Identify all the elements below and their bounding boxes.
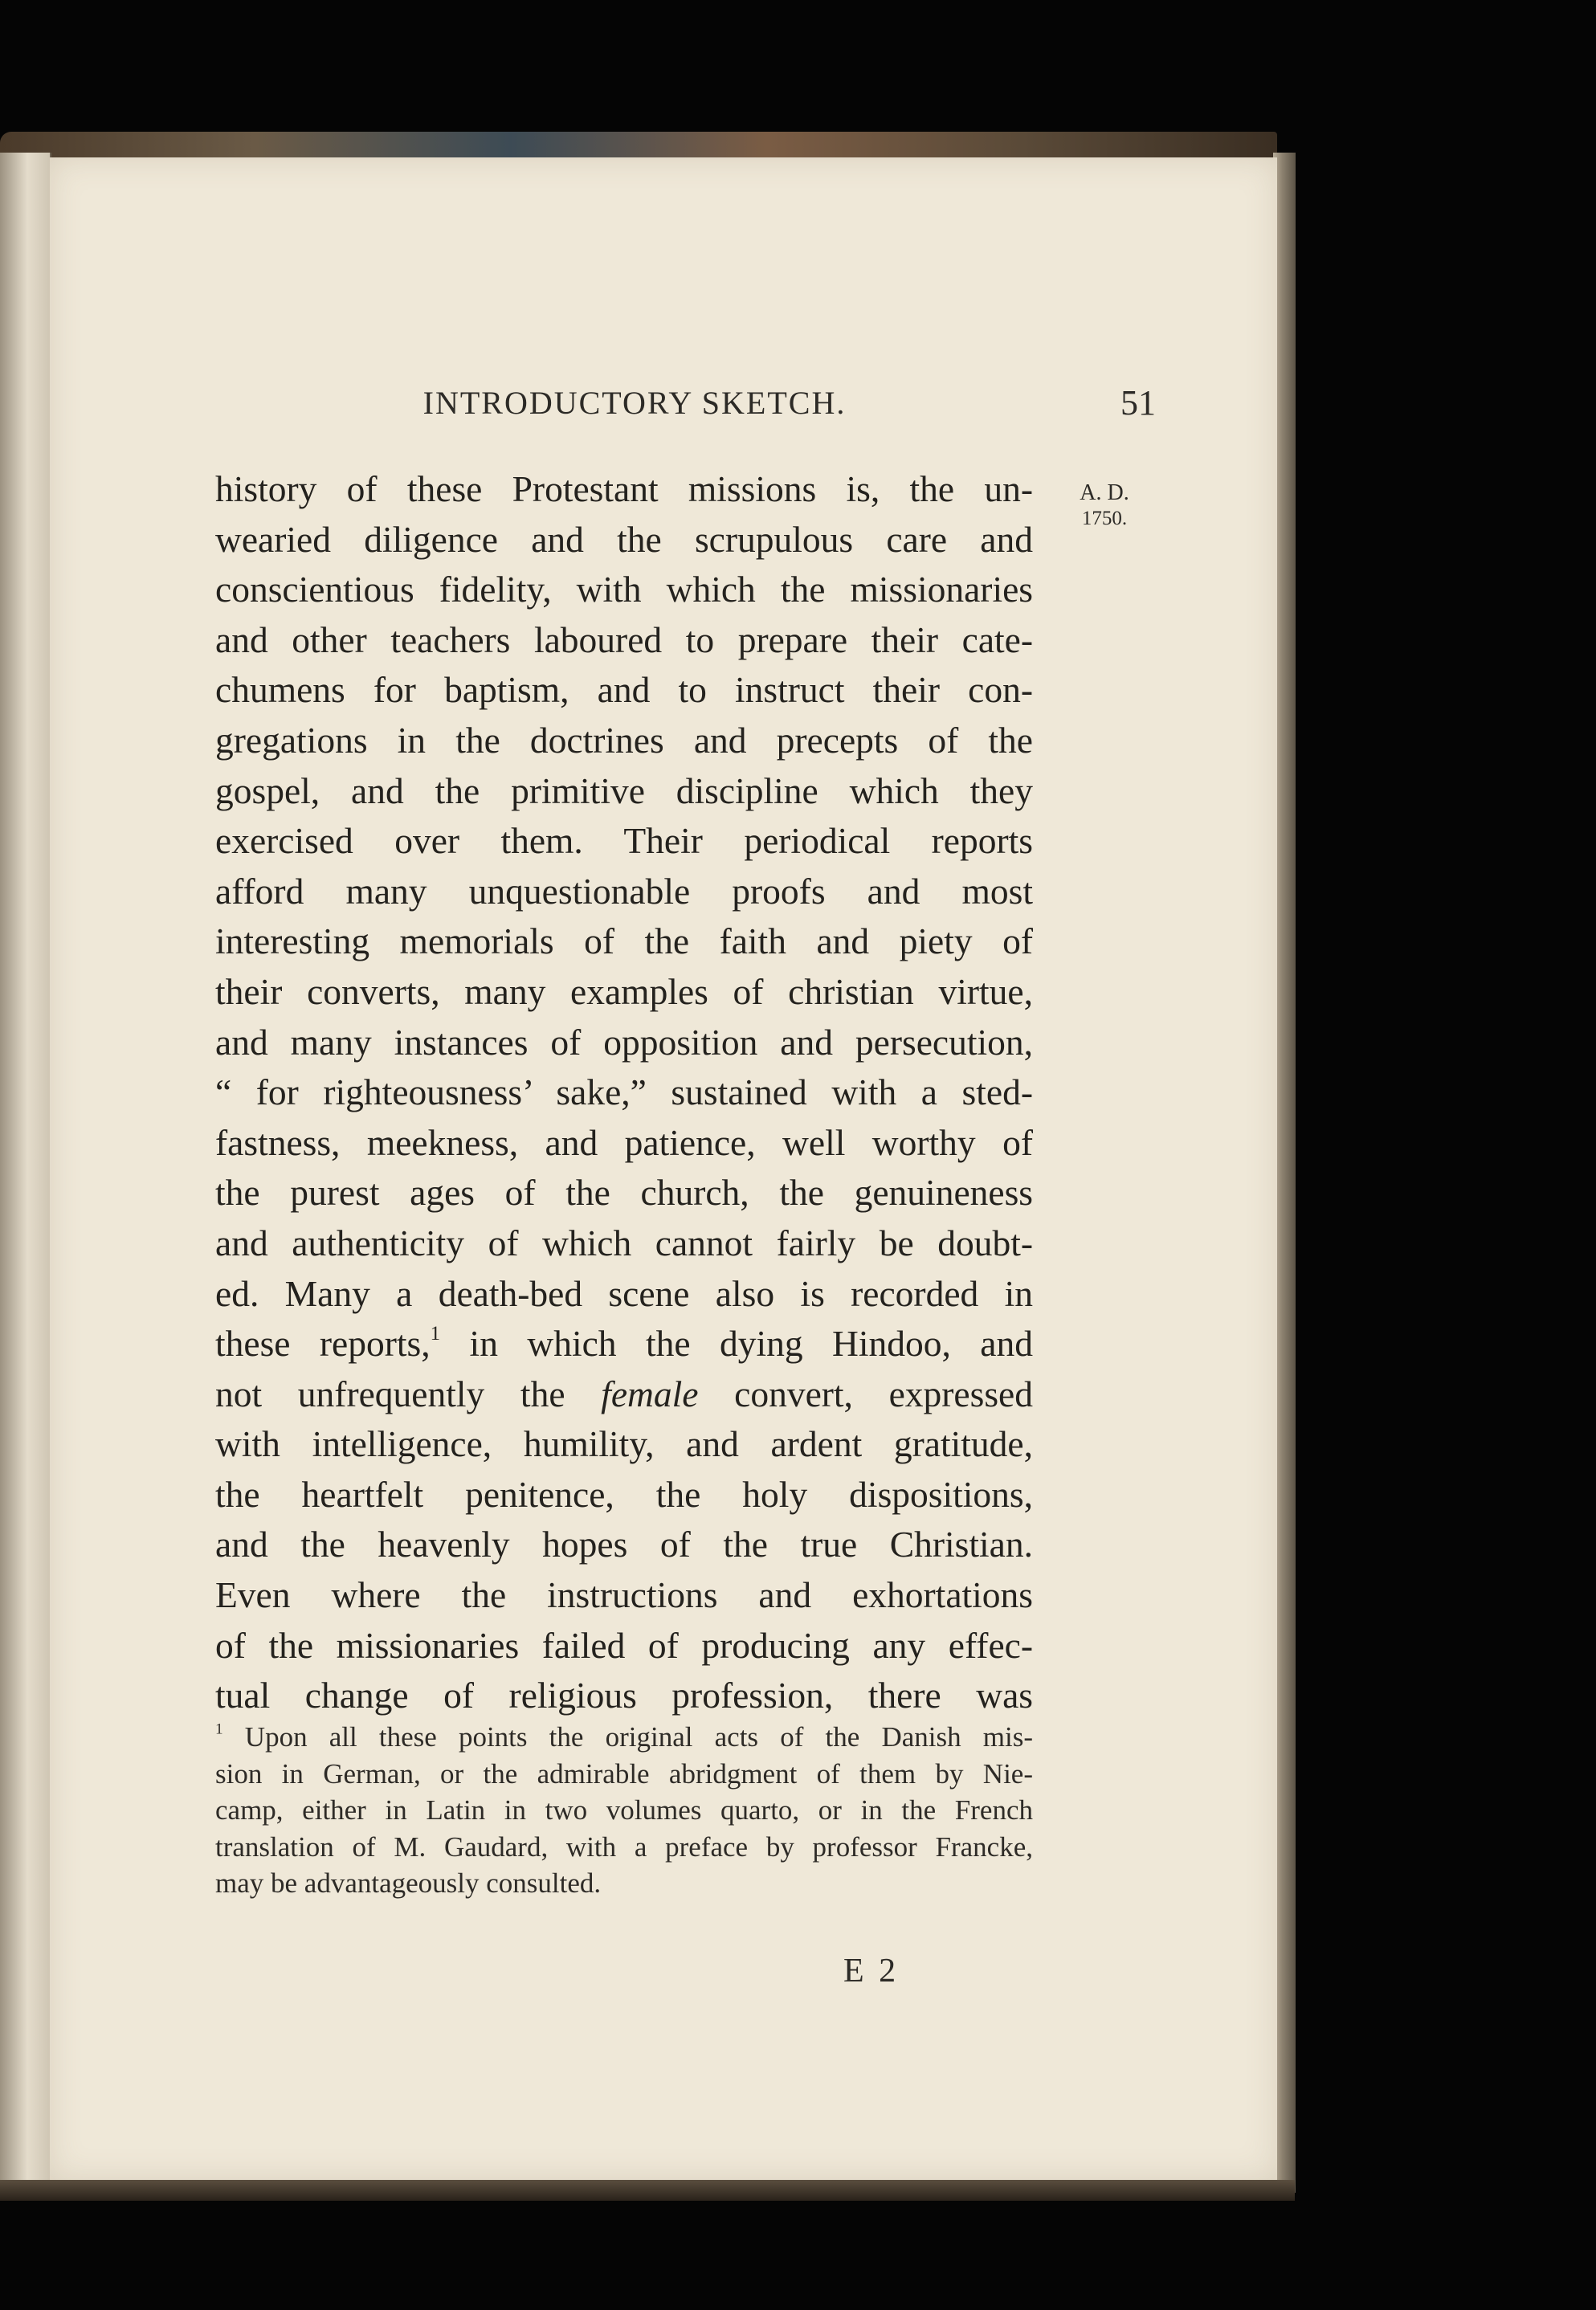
text-line: with intelligence, humility, and ardent gratitude, <box>215 1423 1033 1465</box>
text-line: wearied diligence and the scrupulous care and <box>215 518 1033 560</box>
running-head: INTRODUCTORY SKETCH. <box>422 385 847 421</box>
text-line: chumens for baptism, and to instruct their con- <box>215 669 1033 711</box>
text-line-with-emphasis <box>215 1369 1033 1420</box>
text-line: Even where the instructions and exhortations <box>215 1574 1033 1616</box>
text-line: ed. Many a death-bed scene also is recorded in <box>215 1272 1033 1314</box>
footnote-reference: 1 <box>430 1323 441 1345</box>
text-line: the purest ages of the church, the genuineness <box>215 1172 1033 1214</box>
text-line: afford many unquestionable proofs and most <box>215 870 1033 912</box>
emphasized-word: female <box>601 1373 699 1414</box>
text-line: “ for righteousness’ sake,” sustained with a sted- <box>215 1071 1033 1113</box>
book-bottom-edge <box>0 2180 1295 2201</box>
margin-era: A. D. <box>1080 480 1129 505</box>
body-text <box>215 464 1033 1721</box>
facing-page-edge <box>0 153 51 2185</box>
text-line-with-footnote-ref <box>215 1319 1033 1369</box>
text-line: gospel, and the primitive discipline which they <box>215 769 1033 811</box>
text-line: the heartfelt penitence, the holy dispositions, <box>215 1473 1033 1515</box>
text-line: exercised over them. Their periodical reports <box>215 820 1033 862</box>
margin-date-note <box>1060 480 1149 532</box>
footnote-line <box>215 1719 1033 1756</box>
page-number: 51 <box>1120 383 1156 422</box>
text-line: interesting memorials of the faith and piety of <box>215 920 1033 962</box>
footnote-text: Upon all these points the original acts of the Danish mis- <box>222 1721 1033 1753</box>
text-segment: these reports, <box>215 1323 431 1365</box>
footnote-line: sion in German, or the admirable abridgment of them by Nie- <box>215 1757 1033 1790</box>
text-line: and many instances of opposition and persecution, <box>215 1021 1033 1063</box>
text-line: tual change of religious profession, there was <box>215 1675 1033 1716</box>
footnote-line: camp, either in Latin in two volumes quarto, or in the French <box>215 1794 1033 1826</box>
text-line: history of these Protestant missions is, the un- <box>215 468 1033 509</box>
text-line: and the heavenly hopes of the true Christian. <box>215 1524 1033 1565</box>
footnote-line: may be advantageously consulted. <box>215 1867 602 1899</box>
footnote-marker: 1 <box>215 1720 223 1738</box>
text-segment: convert, expressed <box>698 1373 1033 1414</box>
text-line: gregations in the doctrines and precepts of the <box>215 719 1033 761</box>
text-line: fastness, meekness, and patience, well worthy of <box>215 1121 1033 1163</box>
text-line: conscientious fidelity, with which the missionaries <box>215 569 1033 610</box>
footnote <box>215 1719 1033 1902</box>
text-line: of the missionaries failed of producing any effec- <box>215 1624 1033 1666</box>
signature-mark: E 2 <box>843 1953 900 1990</box>
text-line: and other teachers laboured to prepare their cate- <box>215 618 1033 660</box>
text-line: and authenticity of which cannot fairly be doubt- <box>215 1222 1033 1263</box>
footnote-line: translation of M. Gaudard, with a preface by professor Francke, <box>215 1830 1033 1863</box>
text-segment: in which the dying Hindoo, and <box>440 1323 1033 1365</box>
text-line: their converts, many examples of christian virtue, <box>215 970 1033 1012</box>
margin-year: 1750. <box>1081 508 1128 529</box>
text-segment: not unfrequently the <box>215 1373 602 1414</box>
